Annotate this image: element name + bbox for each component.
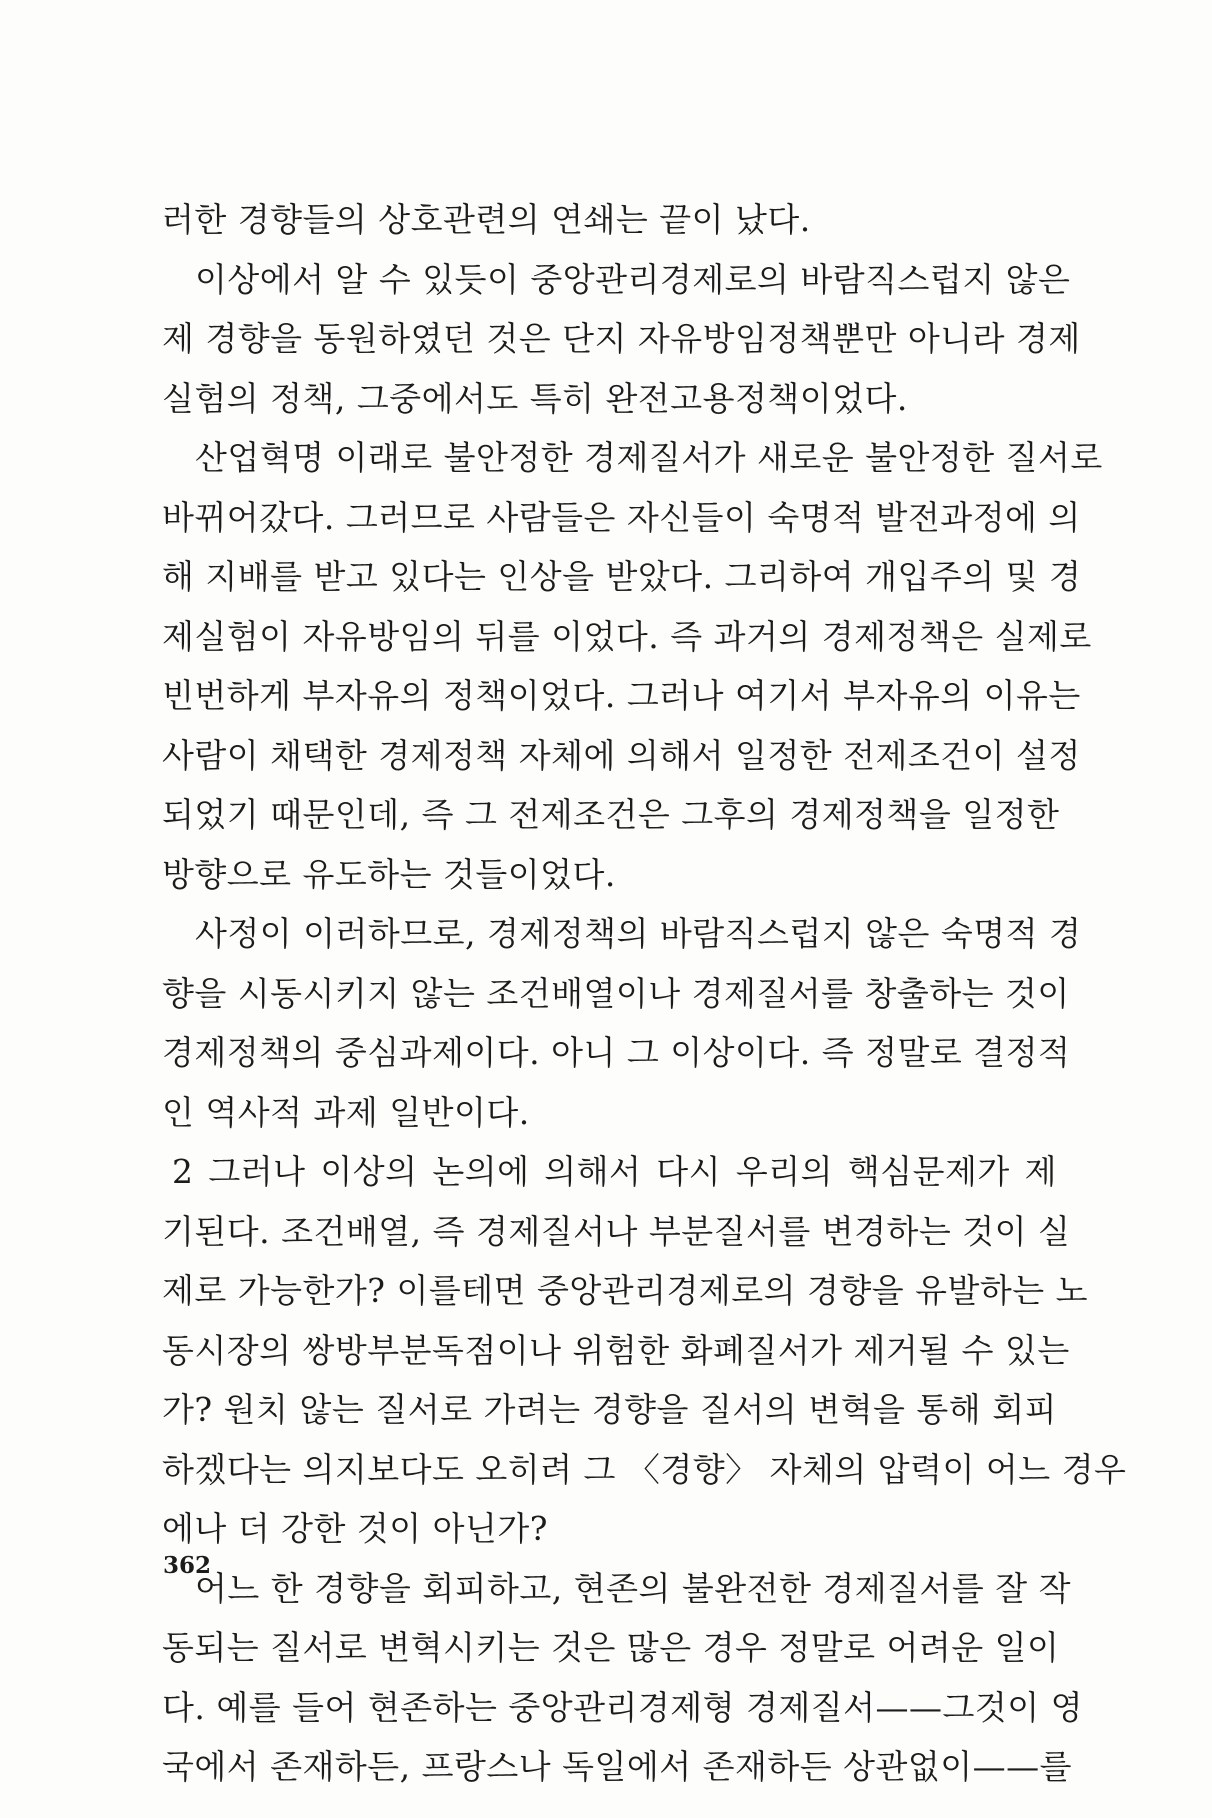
text-line: 경제정책의 중심과제이다. 아니 그 이상이다. 즉 정말로 결정적 [162,1033,1071,1072]
text-line: 사람이 채택한 경제정책 자체에 의해서 일정한 전제조건이 설정 [162,735,1081,775]
text-line: 어느 한 경향을 회피하고, 현존의 불완전한 경제질서를 잘 작 [195,1568,1071,1608]
text-line: 인 역사적 과제 일반이다. [162,1092,530,1132]
text-line: 동되는 질서로 변혁시키는 것은 많은 경우 정말로 어려운 일이 [162,1628,1060,1667]
text-line: 에나 더 강한 것이 아닌가? [162,1509,548,1548]
text-line: 이상에서 알 수 있듯이 중앙관리경제로의 바람직스럽지 않은 [195,259,1071,299]
text-line: 기된다. 조건배열, 즉 경제질서나 부분질서를 변경하는 것이 실 [162,1211,1071,1251]
text-line: 다. 예를 들어 현존하는 중앙관리경제형 경제질서——그것이 영 [162,1687,1083,1727]
text-line: 2 그러나 이상의 논의에 의해서 다시 우리의 핵심문제가 제 [172,1152,1057,1191]
text-line: 하겠다는 의지보다도 오히려 그 〈경향〉 자체의 압력이 어느 경우 [162,1449,1127,1489]
text-line: 방향으로 유도하는 것들이었다. [162,854,616,894]
body-text [162,190,1127,1797]
text-line: 제실험이 자유방임의 뒤를 이었다. 즉 과거의 경제정책은 실제로 [162,616,1092,656]
text-line: 되었기 때문인데, 즉 그 전제조건은 그후의 경제정책을 일정한 [162,795,1060,834]
text-line: 러한 경향들의 상호관련의 연쇄는 끝이 났다. [162,200,811,239]
text-line: 국에서 존재하든, 프랑스나 독일에서 존재하든 상관없이——를 [162,1747,1073,1786]
text-line: 향을 시동시키지 않는 조건배열이나 경제질서를 창출하는 것이 [162,973,1070,1013]
text-line: 제 경향을 동원하였던 것은 단지 자유방임정책뿐만 아니라 경제 [162,319,1081,358]
text-line: 해 지배를 받고 있다는 인상을 받았다. 그리하여 개입주의 및 경 [162,557,1082,596]
text-line: 사정이 이러하므로, 경제정책의 바람직스럽지 않은 숙명적 경 [195,914,1082,953]
text-line: 바뀌어갔다. 그러므로 사람들은 자신들이 숙명적 발전과정에 의 [162,497,1081,537]
page-number: 362 [163,1552,212,1579]
text-line: 동시장의 쌍방부분독점이나 위험한 화폐질서가 제거될 수 있는 [162,1330,1070,1370]
text-line: 실험의 정책, 그중에서도 특히 완전고용정책이었다. [162,378,908,418]
text-line: 빈번하게 부자유의 정책이었다. 그러나 여기서 부자유의 이유는 [162,676,1081,715]
text-line: 산업혁명 이래로 불안정한 경제질서가 새로운 불안정한 질서로 [195,438,1103,477]
text-line: 가? 원치 않는 질서로 가려는 경향을 질서의 변혁을 통해 회피 [162,1390,1057,1429]
text-line: 제로 가능한가? 이를테면 중앙관리경제로의 경향을 유발하는 노 [162,1271,1088,1310]
